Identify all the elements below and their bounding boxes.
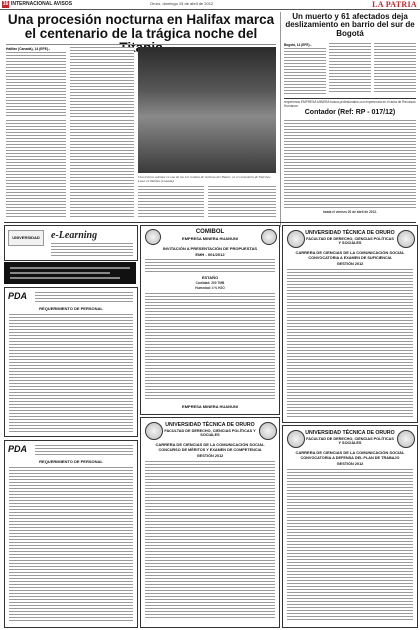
comibol-footer: EMPRESA MINERA HUANUNI (182, 404, 238, 409)
faculty-name: FACULTAD DE DERECHO, CIENCIAS POLÍTICAS Y SOCIALES (306, 237, 394, 245)
university-crest-icon (287, 230, 305, 248)
main-text-col1 (6, 52, 66, 118)
faculty-crest-icon (397, 430, 415, 448)
job-ad-intro: requerimos EMPRESA MINERA busca profesionales con experiencia en el area de Recursos Humanos: (284, 100, 416, 108)
side-text-col2 (329, 43, 371, 94)
learning-ad (4, 225, 138, 261)
main-dateline: Halifax (Canadá), 14 (EFE).- (6, 47, 51, 51)
page-header (0, 0, 420, 10)
pda-ad-1 (4, 287, 138, 437)
main-text-col4 (208, 186, 276, 218)
faculty-crest-icon (259, 422, 277, 440)
comibol-org: COMIBOL (195, 229, 225, 235)
comibol-qty: Cantidad: 200 TMB (195, 281, 225, 285)
ad-text (10, 272, 110, 274)
call-title: CONCURSO DE MÉRITOS Y EXAMEN DE COMPETENCIA (158, 448, 262, 452)
divider (284, 98, 416, 99)
column-rule (280, 12, 281, 227)
ad-text (51, 243, 133, 257)
university-ad-3 (140, 417, 280, 628)
ad-body (287, 269, 413, 417)
side-text-col1 (284, 48, 326, 94)
comibol-ref: EMH - 001/2012 (195, 252, 225, 257)
ad-body (287, 469, 413, 622)
call-year: GESTIÓN 2012 (336, 462, 364, 466)
comibol-logo-icon (145, 229, 161, 245)
main-text-col1b (6, 120, 66, 218)
comibol-ad (140, 225, 280, 415)
pda-logo: PDA (8, 444, 28, 454)
comibol-product: ESTAÑO (201, 275, 219, 280)
university-crest-icon (145, 422, 163, 440)
career-name: CARRERA DE CIENCIAS DE LA COMUNICACIÓN SOCIAL (295, 250, 405, 255)
side-text-col3 (374, 43, 416, 94)
ad-text (145, 259, 275, 273)
ad-body (9, 314, 133, 432)
faculty-crest-icon (397, 230, 415, 248)
side-headline: Un muerto y 61 afectados deja deslizamiento en barrio del sur de Bogotá (285, 12, 415, 38)
job-ad-deadline: hasta el viernes 20 de abril de 2012. (322, 210, 378, 214)
university-name: UNIVERSIDAD TÉCNICA DE ORURO (305, 230, 395, 236)
career-name: CARRERA DE CIENCIAS DE LA COMUNICACIÓN SOCIAL (295, 450, 405, 455)
comibol-company: EMPRESA MINERA HUANUNI (182, 236, 238, 241)
comibol-humidity: Humedad: 4 % H2O (195, 286, 225, 290)
call-title: CONVOCATORIA A EXAMEN DE SUFICIENCIA (308, 256, 392, 260)
call-year: GESTIÓN 2012 (196, 454, 224, 458)
side-dateline: Bogotá, 14 (EFE).- (284, 43, 312, 47)
divider (6, 44, 276, 45)
job-ad-body (284, 120, 416, 208)
date-line: Oruro, domingo 15 de abril de 2012 (150, 1, 214, 6)
photo-caption: Una lectura solemne en una de las 121 tumbas de víctimas del Titanic, en el cementerio de Fairview Lawn en Halifax (Canadá). (138, 175, 271, 183)
university-ad-1 (282, 225, 418, 423)
main-headline: Una procesión nocturna en Halifax marca el centenario de la trágica noche del (7, 12, 275, 42)
divider (4, 222, 416, 223)
ad-text (35, 445, 133, 455)
call-year: GESTIÓN 2012 (336, 262, 364, 266)
ad-body (145, 293, 275, 401)
ad-logo: UNIVERSIDAD (8, 230, 44, 246)
section-label: INTERNACIONAL AVISOS (11, 1, 73, 7)
newspaper-logo: LA PATRIA (372, 0, 417, 9)
pda-ad-2 (4, 440, 138, 628)
main-text-col2b (70, 120, 134, 218)
university-ad-2 (282, 425, 418, 628)
huanuni-logo-icon (261, 229, 277, 245)
university-name: UNIVERSIDAD TÉCNICA DE ORURO (305, 430, 395, 436)
faculty-name: FACULTAD DE DERECHO, CIENCIAS POLÍTICAS Y SOCIALES (164, 429, 256, 437)
pda-logo: PDA (8, 291, 28, 301)
pda-ad-title: REQUERIMIENTO DE PERSONAL (39, 306, 103, 311)
career-name: CARRERA DE CIENCIAS DE LA COMUNICACIÓN SOCIAL (155, 442, 265, 447)
job-ad-title: Contador (Ref: RP - 017/12) (304, 109, 396, 116)
ad-body (9, 467, 133, 623)
ad-text (10, 267, 130, 269)
comibol-title: INVITACIÓN A PRESENTACIÓN DE PROPUESTAS (162, 246, 258, 251)
call-title: CONVOCATORIA A DEFENSA DEL PLAN DE TRABAJO (300, 456, 400, 460)
titanic-photo (138, 47, 276, 173)
page-number: 16 (2, 1, 9, 7)
main-text-col2 (70, 47, 134, 118)
university-crest-icon (287, 430, 305, 448)
pda-ad-title: REQUERIMIENTO DE PERSONAL (39, 459, 103, 464)
faculty-name: FACULTAD DE DERECHO, CIENCIAS POLÍTICAS Y SOCIALES (306, 437, 394, 445)
university-name: UNIVERSIDAD TÉCNICA DE ORURO (165, 422, 255, 428)
black-banner-ad (4, 262, 136, 284)
ad-body (145, 461, 275, 619)
ad-text (10, 277, 120, 279)
ad-text (35, 292, 133, 302)
main-text-col3 (138, 186, 204, 218)
learning-brand: e-Learning (51, 230, 98, 241)
